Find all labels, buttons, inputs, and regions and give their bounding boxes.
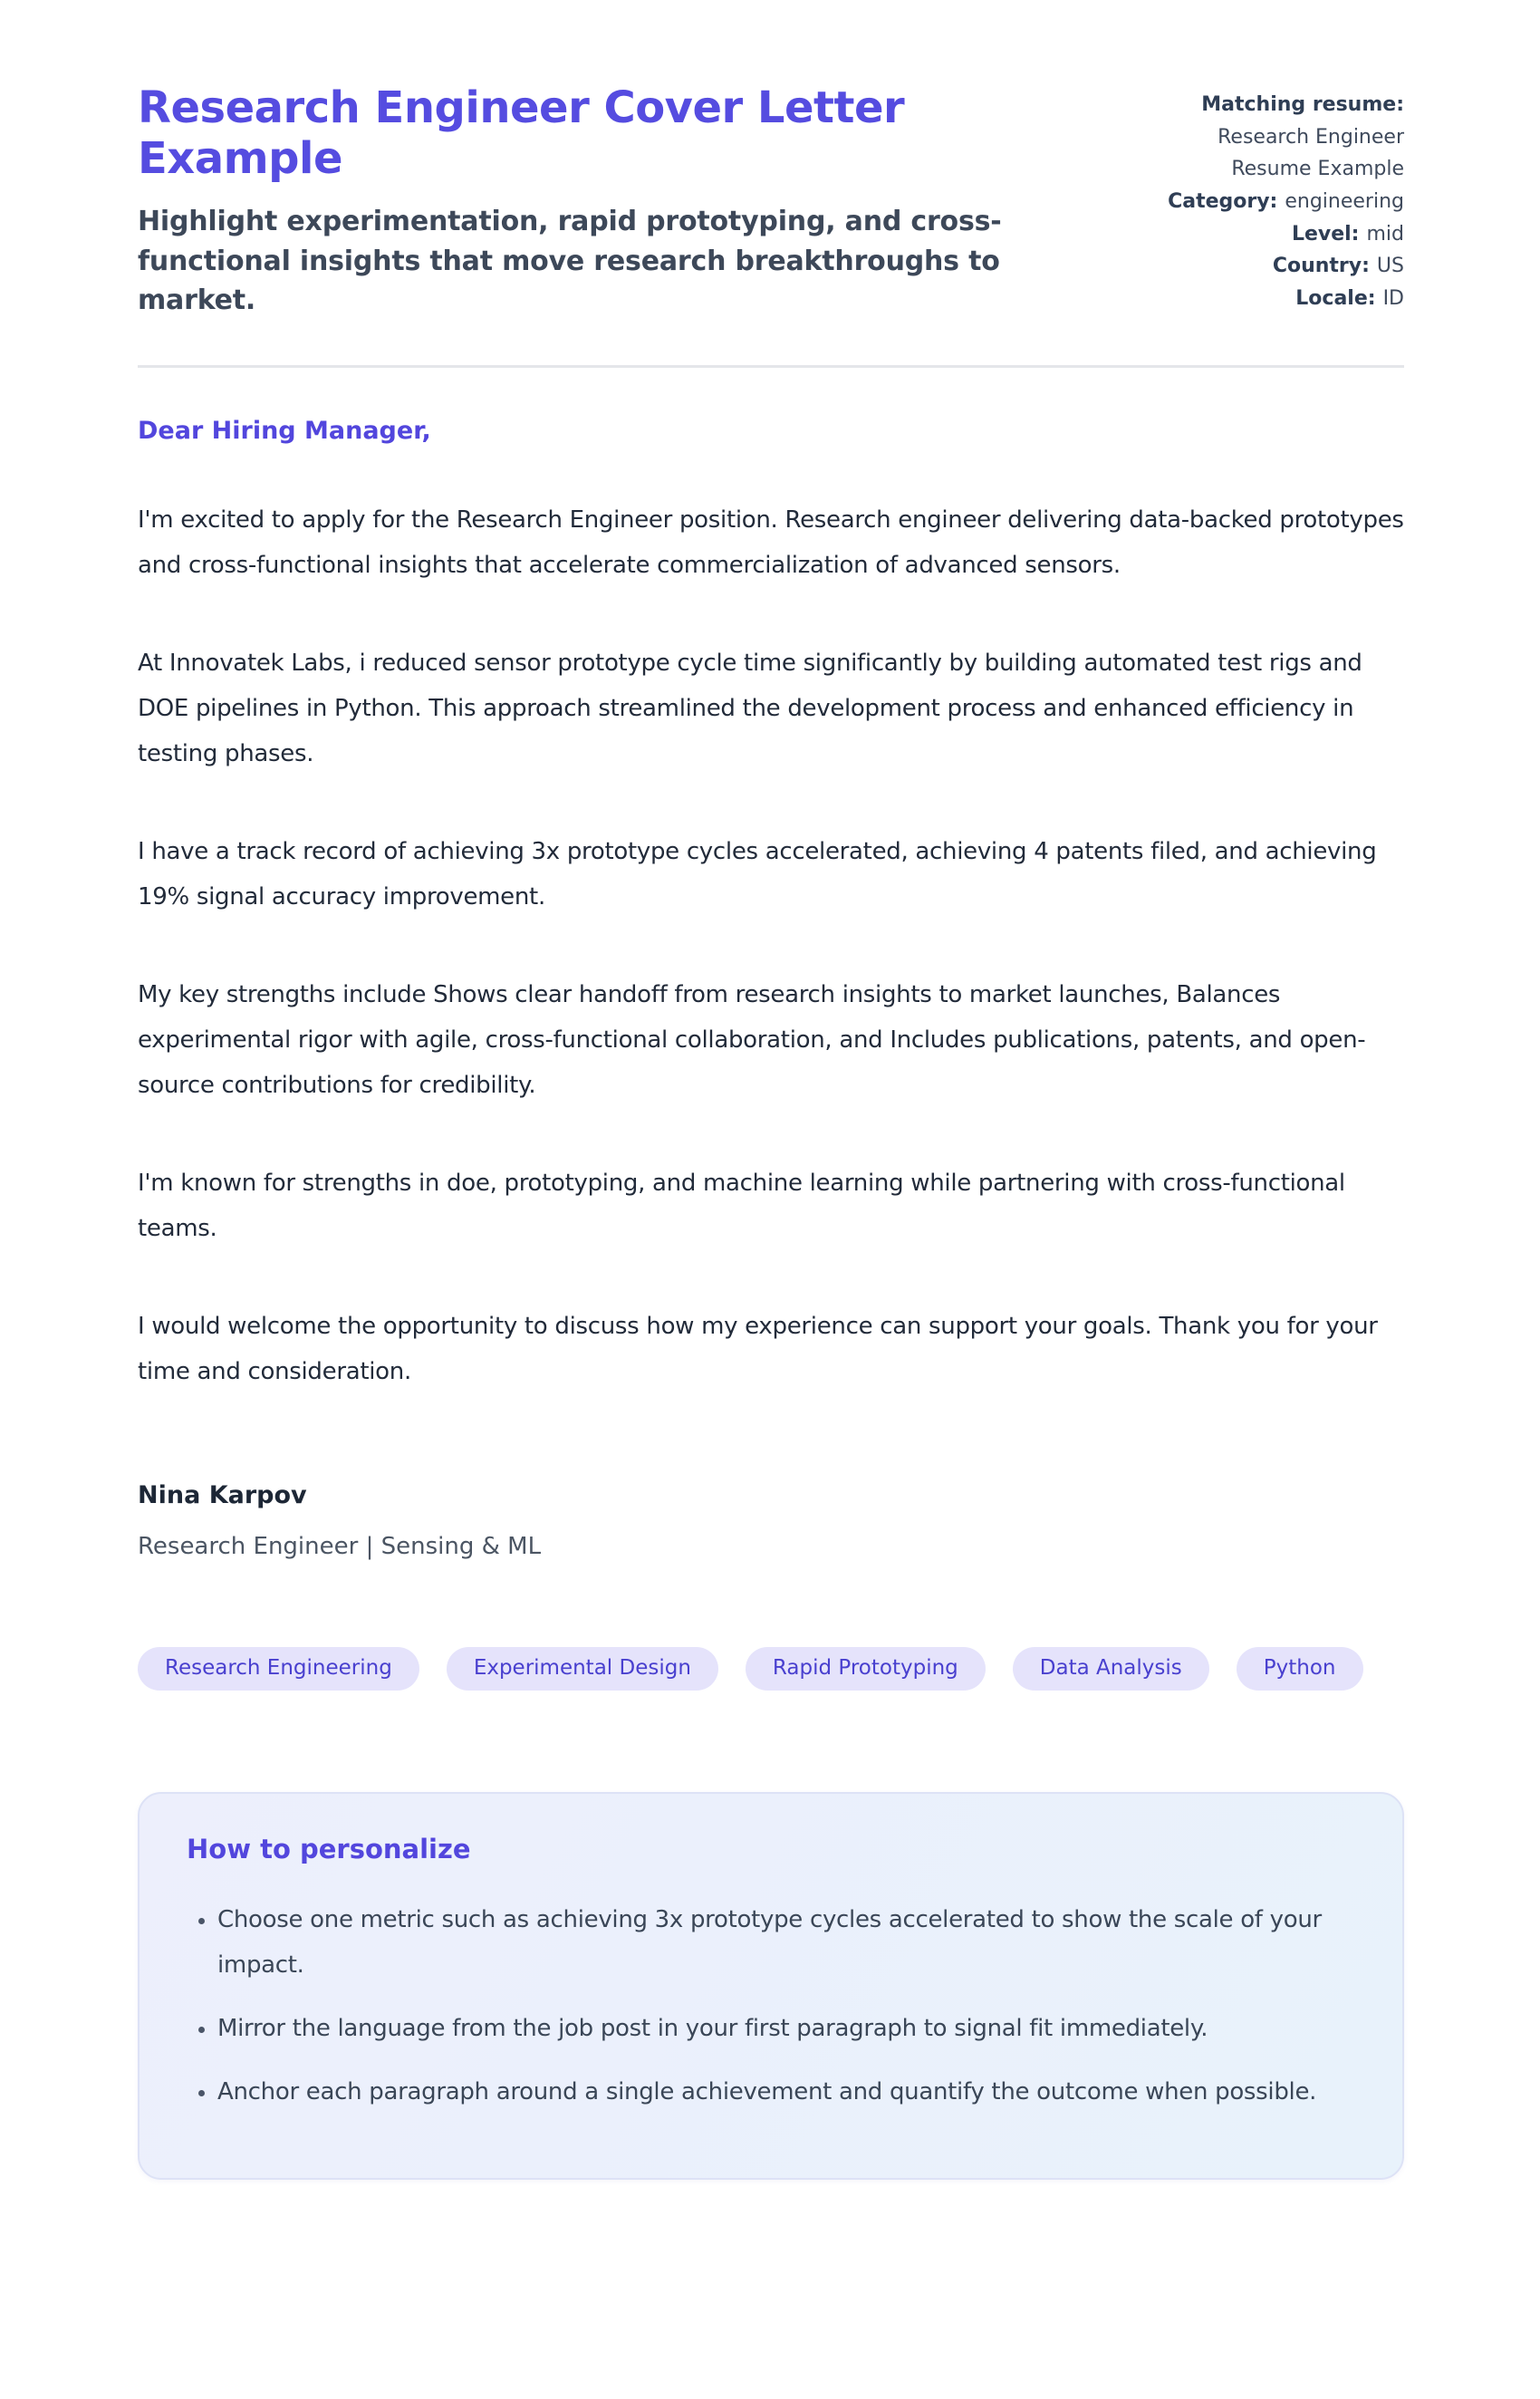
meta-row-locale: [1105, 283, 1404, 315]
meta-locale-label: Locale:: [1295, 286, 1376, 310]
meta-category-value: engineering: [1285, 189, 1404, 213]
personalize-bullet: • Anchor each paragraph around a single achievement and quantify the outcome when possible.: [217, 2069, 1355, 2115]
meta-matching-resume: [1105, 89, 1404, 186]
header: [138, 83, 1404, 320]
meta-level-label: Level:: [1291, 222, 1360, 246]
letter-salutation: Dear Hiring Manager,: [138, 416, 431, 445]
signature-role: Research Engineer | Sensing & ML: [138, 1532, 542, 1560]
meta-panel: [1105, 89, 1404, 314]
tag-python[interactable]: Python: [1237, 1647, 1363, 1691]
personalize-list: [187, 1897, 1355, 2115]
personalize-bullet: • Choose one metric such as achieving 3x prototype cycles accelerated to show the scale of your impact.: [217, 1897, 1355, 1988]
meta-row-category: [1105, 186, 1404, 218]
letter-paragraph: I'm excited to apply for the Research Engineer position. Research engineer delivering data-backed prototypes and cross-functional insights that accelerate commercialization of advanced sensors.: [138, 506, 1404, 579]
meta-matching-resume-link[interactable]: Research Engineer Resume Example: [1218, 125, 1404, 181]
meta-country-label: Country:: [1272, 255, 1370, 278]
meta-matching-resume-label: Matching resume:: [1201, 93, 1404, 116]
personalize-heading: How to personalize: [187, 1833, 471, 1864]
header-text-block: [138, 83, 1044, 320]
meta-row-country: [1105, 250, 1404, 283]
letter-paragraph: I have a track record of achieving 3x prototype cycles accelerated, achieving 4 patents filed, and achieving 19% signal accuracy improvement.: [138, 837, 1377, 910]
tag-rapid-prototyping[interactable]: Rapid Prototyping: [746, 1647, 986, 1691]
tag-data-analysis[interactable]: Data Analysis: [1013, 1647, 1209, 1691]
letter-paragraph: I would welcome the opportunity to discuss how my experience can support your goals. Thank you for your time and consideration.: [138, 1312, 1378, 1385]
letter-paragraph: At Innovatek Labs, i reduced sensor prototype cycle time significantly by building automated test rigs and DOE pipelines in Python. This approach streamlined the development process and enhanced efficiency in testing phases.: [138, 649, 1362, 767]
page-title: Research Engineer Cover Letter Example: [138, 82, 905, 184]
tag-list: [138, 1647, 1404, 1691]
letter-paragraph: I'm known for strengths in doe, prototyping, and machine learning while partnering with cross-functional teams.: [138, 1169, 1345, 1242]
tag-experimental-design[interactable]: Experimental Design: [447, 1647, 718, 1691]
letter-paragraph: My key strengths include Shows clear handoff from research insights to market launches, Balances experimental rigor with agile, cross-functional collaboration, and Includes publications, patents, and open-source contributions for credibility.: [138, 980, 1366, 1099]
personalize-callout: [138, 1792, 1404, 2180]
meta-level-value: mid: [1366, 222, 1404, 246]
meta-country-value: US: [1376, 255, 1404, 278]
personalize-bullet: • Mirror the language from the job post in your first paragraph to signal fit immediately.: [217, 2006, 1355, 2051]
signature-name: Nina Karpov: [138, 1480, 307, 1509]
header-divider: [138, 365, 1404, 368]
page-subtitle: Highlight experimentation, rapid prototyping, and cross-functional insights that move research breakthroughs to market.: [138, 206, 1002, 316]
meta-locale-value: ID: [1382, 286, 1404, 310]
tag-research-engineering[interactable]: Research Engineering: [138, 1647, 419, 1691]
meta-row-level: [1105, 218, 1404, 251]
meta-category-label: Category:: [1168, 189, 1278, 213]
